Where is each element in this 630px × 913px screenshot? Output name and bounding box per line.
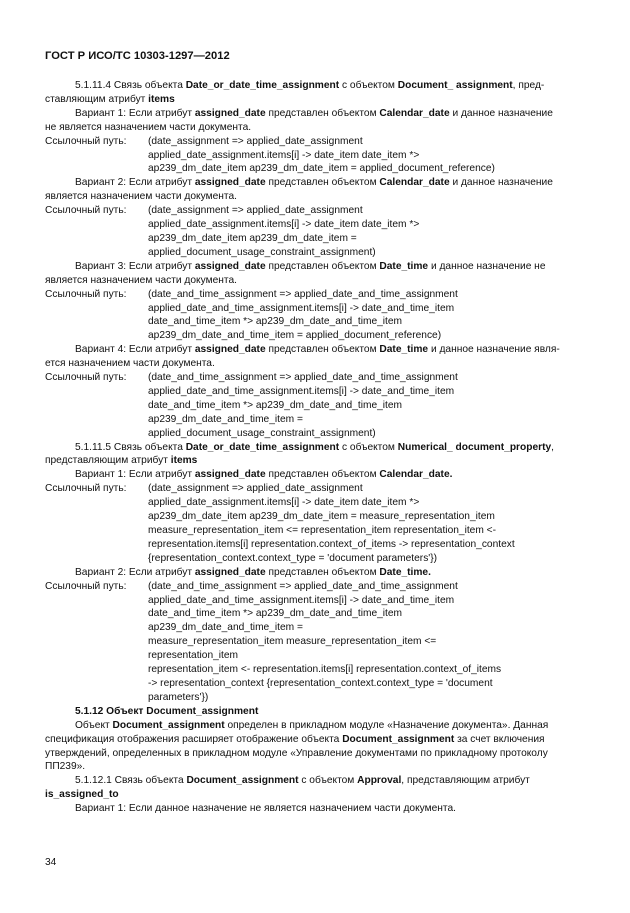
section-5-1-11-5: 5.1.11.5 Связь объекта Date_or_date_time_assignment с объектом Numerical_ document_property, (75, 441, 554, 453)
path-line: (date_assignment => applied_date_assignment (148, 483, 363, 495)
path-line: {representation_context.context_type = 'document parameters'}) (148, 552, 438, 564)
variant-1-cont: не является назначением части документа. (45, 121, 252, 133)
path-label: Ссылочный путь: (45, 483, 127, 495)
path-line: date_and_time_item *> ap239_dm_date_and_time_item (148, 399, 403, 411)
path-line: applied_date_and_time_assignment.items[i] -> date_and_time_item (148, 385, 455, 397)
path-line: representation_item (148, 650, 239, 662)
path-line: date_and_time_item *> ap239_dm_date_and_time_item (148, 316, 403, 328)
path-line: (date_and_time_assignment => applied_date_and_time_assignment (148, 580, 458, 592)
path-line: applied_date_and_time_assignment.items[i] -> date_and_time_item (148, 594, 455, 606)
variant-1: Вариант 1: Если атрибут assigned_date представлен объектом Calendar_date и данное назначение (75, 107, 553, 119)
section-paragraph-cont: утверждений, определенных в прикладном модуле «Управление документами по прикладному протоколу (45, 747, 548, 759)
path-line: ap239_dm_date_and_time_item = (148, 622, 303, 634)
section-5-1-11-4: 5.1.11.4 Связь объекта Date_or_date_time_assignment с объектом Document_ assignment, пред- (75, 80, 545, 91)
section-5-1-11-4-cont: ставляющим атрибут items (45, 93, 175, 105)
variant-1: Вариант 1: Если атрибут assigned_date представлен объектом Calendar_date. (75, 469, 453, 481)
path-label: Ссылочный путь: (45, 135, 127, 147)
path-line: -> representation_context {representation_context.context_type = 'document (148, 677, 493, 689)
path-line: applied_date_assignment.items[i] -> date_item date_item *> (148, 149, 420, 161)
section-5-1-12-1-cont: is_assigned_to (45, 789, 119, 801)
path-line: (date_assignment => applied_date_assignment (148, 205, 363, 217)
section-paragraph-cont: ПП239». (45, 761, 86, 773)
reference-path (45, 288, 585, 344)
path-line: representation.items[i] representation.context_of_items -> representation_context (148, 538, 515, 550)
path-line: measure_representation_item measure_representation_item <= (148, 636, 437, 648)
reference-path (45, 482, 585, 565)
path-line: applied_document_usage_constraint_assignment) (148, 427, 376, 439)
path-line: ap239_dm_date_and_time_item = applied_document_reference) (148, 330, 442, 342)
path-line: applied_date_assignment.items[i] -> date_item date_item *> (148, 497, 420, 509)
path-line: ap239_dm_date_item ap239_dm_date_item = (148, 232, 357, 244)
path-line: ap239_dm_date_item ap239_dm_date_item = measure_representation_item (148, 511, 495, 523)
path-line: applied_date_and_time_assignment.items[i] -> date_and_time_item (148, 302, 455, 314)
path-line: date_and_time_item *> ap239_dm_date_and_time_item (148, 608, 403, 620)
reference-path (45, 580, 585, 705)
path-line: ap239_dm_date_and_time_item = (148, 413, 303, 425)
variant-3-cont: является назначением части документа. (45, 274, 237, 286)
path-line: ap239_dm_date_item ap239_dm_date_item = applied_document_reference) (148, 163, 495, 175)
path-line: parameters'}) (148, 691, 209, 703)
path-line: applied_document_usage_constraint_assignment) (148, 246, 376, 258)
page-header: ГОСТ Р ИСО/ТС 10303-1297—2012 (45, 50, 230, 62)
path-line: applied_date_assignment.items[i] -> date_item date_item *> (148, 219, 420, 231)
path-line: (date_and_time_assignment => applied_date_and_time_assignment (148, 288, 458, 300)
section-5-1-12-1: 5.1.12.1 Связь объекта Document_assignment с объектом Approval, представляющим атрибут (75, 775, 530, 787)
variant-2: Вариант 2: Если атрибут assigned_date представлен объектом Calendar_date и данное назначение (75, 177, 553, 189)
variant-2-cont: является назначением части документа. (45, 191, 237, 203)
path-label: Ссылочный путь: (45, 580, 127, 592)
reference-path (45, 371, 585, 441)
path-line: representation_item <- representation.items[i] representation.context_of_items (148, 664, 502, 676)
path-label: Ссылочный путь: (45, 205, 127, 217)
variant-2: Вариант 2: Если атрибут assigned_date представлен объектом Date_time. (75, 566, 431, 578)
variant-3: Вариант 3: Если атрибут assigned_date представлен объектом Date_time и данное назначение не (75, 260, 546, 272)
variant-4: Вариант 4: Если атрибут assigned_date представлен объектом Date_time и данное назначение явля- (75, 344, 560, 356)
path-line: (date_and_time_assignment => applied_date_and_time_assignment (148, 372, 458, 384)
path-line: (date_assignment => applied_date_assignment (148, 135, 363, 147)
reference-path (45, 135, 585, 177)
section-paragraph-cont: спецификация отображения расширяет отображение объекта Document_assignment за счет включения (45, 733, 545, 745)
page-number: 34 (45, 857, 57, 868)
variant-4-cont: ется назначением части документа. (45, 358, 215, 370)
section-heading: 5.1.12 Объект Document_assignment (75, 705, 259, 717)
section-paragraph: Объект Document_assignment определен в прикладном модуле «Назначение документа». Данная (75, 719, 549, 731)
path-line: measure_representation_item <= representation_item representation_item <- (148, 525, 496, 536)
path-label: Ссылочный путь: (45, 372, 127, 384)
path-label: Ссылочный путь: (45, 288, 127, 300)
page-content (45, 79, 585, 816)
reference-path (45, 204, 585, 260)
variant-1: Вариант 1: Если данное назначение не является назначением части документа. (75, 803, 456, 815)
section-5-1-11-5-cont: представляющим атрибут items (45, 455, 198, 467)
